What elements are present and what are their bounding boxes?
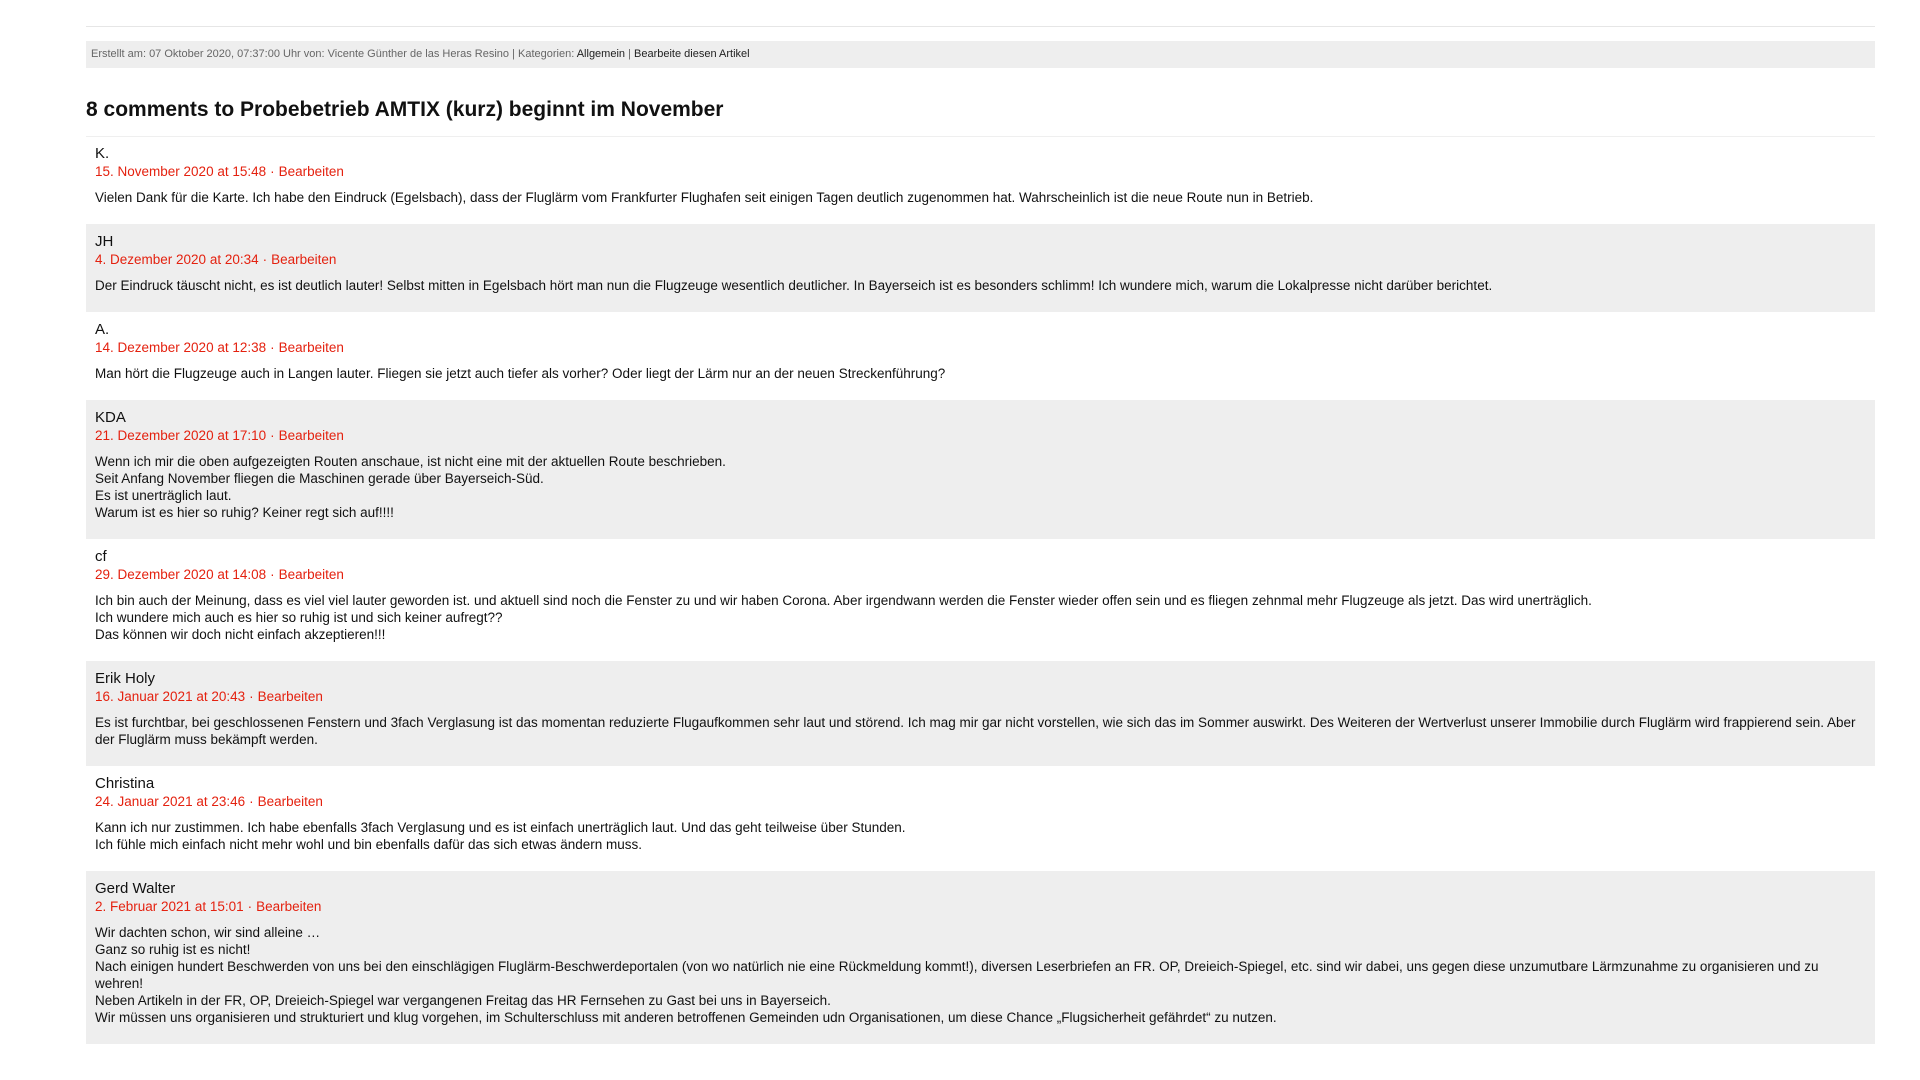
comment-author: cf — [95, 548, 107, 565]
comment-edit-link[interactable]: Bearbeiten — [278, 428, 344, 443]
comment-item — [86, 224, 1875, 312]
article-meta-bar — [86, 41, 1875, 68]
article-footer — [86, 0, 1875, 1044]
comment-text — [95, 592, 1865, 643]
comment-text-line: Ich bin auch der Meinung, dass es viel viel lauter geworden ist. und aktuell sind noch die Fenster zu und wir haben Corona. Aber irgendwann werden die Fenster wieder offen sein und es fliegen zehnmal mehr Flugzeuge als jetzt. Das wird unerträglich. — [95, 593, 1592, 608]
comment-text-line: Es ist unerträglich laut. — [95, 488, 232, 503]
comment-item — [86, 312, 1875, 400]
comment-meta — [95, 898, 1865, 916]
comment-meta — [95, 427, 1865, 445]
comment-date-link[interactable]: 21. Dezember 2020 at 17:10 — [95, 428, 267, 443]
comments-heading: 8 comments to Probebetrieb AMTIX (kurz) beginnt im November — [86, 98, 1875, 137]
comment-item — [86, 539, 1875, 661]
comment-item — [86, 871, 1875, 1044]
comment-edit-link[interactable]: Bearbeiten — [271, 252, 337, 267]
comment-edit-link[interactable]: Bearbeiten — [278, 567, 344, 582]
edit-article-link[interactable]: Bearbeite diesen Artikel — [634, 48, 750, 60]
comment-date-link[interactable]: 2. Februar 2021 at 15:01 — [95, 899, 244, 914]
comment-text-line: Der Eindruck täuscht nicht, es ist deutlich lauter! Selbst mitten in Egelsbach hört man nun die Flugzeuge wesentlich deutlicher. In Bayerseich ist es besonders schlimm! Ich wundere mich, warum die Lokalpresse nicht darüber berichtet. — [95, 278, 1493, 293]
comment-text — [95, 365, 1865, 382]
comment-text-line: Vielen Dank für die Karte. Ich habe den Eindruck (Egelsbach), dass der Fluglärm vom Frankfurter Flughafen seit einigen Tagen deutlich zugenommen hat. Wahrscheinlich ist die neue Route nun in Betrieb. — [95, 190, 1314, 205]
comment-date-link[interactable]: 24. Januar 2021 at 23:46 — [95, 794, 246, 809]
comment-list — [86, 137, 1875, 1044]
category-link[interactable]: Allgemein — [576, 48, 626, 60]
comment-date-link[interactable]: 15. November 2020 at 15:48 — [95, 164, 267, 179]
top-divider — [86, 0, 1875, 27]
comment-item — [86, 766, 1875, 871]
created-info: Erstellt am: 07 Oktober 2020, 07:37:00 Uhr von: Vicente Günther de las Heras Resino | Kategorien: — [91, 48, 575, 60]
comment-meta — [95, 339, 1865, 357]
comment-edit-link[interactable]: Bearbeiten — [278, 340, 344, 355]
comment-text-line: Wir dachten schon, wir sind alleine … — [95, 925, 321, 940]
comment-text-line: Wenn ich mir die oben aufgezeigten Routen anschaue, ist nicht eine mit der aktuellen Route beschrieben. — [95, 454, 726, 469]
comment-text — [95, 714, 1865, 748]
comment-item — [86, 400, 1875, 539]
comment-author: KDA — [95, 409, 126, 426]
comment-date-link[interactable]: 29. Dezember 2020 at 14:08 — [95, 567, 267, 582]
comment-edit-link[interactable]: Bearbeiten — [278, 164, 344, 179]
comment-meta-separator: · — [249, 794, 254, 809]
comment-author: Christina — [95, 775, 155, 792]
comment-meta-separator: · — [270, 164, 275, 179]
comment-text-line: Man hört die Flugzeuge auch in Langen lauter. Fliegen sie jetzt auch tiefer als vorher? Oder liegt der Lärm nur an der neuen Streckenführung? — [95, 366, 946, 381]
comment-meta-separator: · — [270, 567, 275, 582]
comment-meta — [95, 163, 1865, 181]
comment-meta — [95, 793, 1865, 811]
comment-text-line: Neben Artikeln in der FR, OP, Dreieich-Spiegel war vergangenen Freitag das HR Fernsehen zu Gast bei uns in Bayerseich. — [95, 993, 831, 1008]
comment-meta-separator: · — [249, 689, 254, 704]
comment-author: Erik Holy — [95, 670, 156, 687]
comment-text-line: Wir müssen uns organisieren und strukturiert und klug vorgehen, im Schulterschluss mit anderen betroffenen Gemeinden udn Organisationen, um diese Chance „Flugsicherheit gefährdet“ zu nutzen. — [95, 1010, 1277, 1025]
comment-meta-separator: · — [270, 428, 275, 443]
comment-meta-separator: · — [247, 899, 253, 914]
comment-edit-link[interactable]: Bearbeiten — [256, 899, 322, 914]
comment-meta-separator: · — [262, 252, 268, 267]
comment-text-line: Nach einigen hundert Beschwerden von uns bei den einschlägigen Fluglärm-Beschwerdeportalen (von wo natürlich nie eine Rückmeldung kommt!), diversen Leserbriefen an FR. OP, Dreieich-Spiegel, etc. sind wir dabei, uns gegen diese unzumutbare Lärmzunahme zu organisieren und zu wehren! — [95, 959, 1819, 991]
comment-meta — [95, 251, 1865, 269]
comment-text — [95, 277, 1865, 294]
comment-text-line: Ich wundere mich auch es hier so ruhig ist und sich keiner aufregt?? — [95, 610, 503, 625]
comment-date-link[interactable]: 16. Januar 2021 at 20:43 — [95, 689, 246, 704]
comment-edit-link[interactable]: Bearbeiten — [257, 794, 323, 809]
meta-separator: | — [628, 48, 631, 60]
comment-text — [95, 189, 1865, 206]
comment-text-line: Das können wir doch nicht einfach akzeptieren!!! — [95, 627, 386, 642]
comment-text-line: Warum ist es hier so ruhig? Keiner regt sich auf!!!! — [95, 505, 394, 520]
comment-meta — [95, 566, 1865, 584]
comment-item — [86, 137, 1875, 224]
comment-meta — [95, 688, 1865, 706]
comment-meta-separator: · — [270, 340, 275, 355]
comment-author: Gerd Walter — [95, 880, 176, 897]
comment-text — [95, 819, 1865, 853]
comment-date-link[interactable]: 4. Dezember 2020 at 20:34 — [95, 252, 259, 267]
comment-text-line: Ich fühle mich einfach nicht mehr wohl und bin ebenfalls dafür das sich etwas ändern muss. — [95, 837, 643, 852]
comment-text — [95, 453, 1865, 521]
comment-text-line: Seit Anfang November fliegen die Maschinen gerade über Bayerseich-Süd. — [95, 471, 544, 486]
comment-edit-link[interactable]: Bearbeiten — [257, 689, 323, 704]
comment-text — [95, 924, 1865, 1026]
comment-text-line: Es ist furchtbar, bei geschlossenen Fenstern und 3fach Verglasung ist das momentan reduzierte Flugaufkommen sehr laut und störend. Ich mag mir gar nicht vorstellen, wie sich das im Sommer auswirkt. Des Weiteren der Wertverlust unserer Immobilie durch Fluglärm wird frappierend sein. Aber der Fluglärm muss bekämpft werden. — [95, 715, 1856, 747]
comment-text-line: Ganz so ruhig ist es nicht! — [95, 942, 251, 957]
comment-item — [86, 661, 1875, 766]
comment-author: JH — [95, 233, 114, 250]
comment-text-line: Kann ich nur zustimmen. Ich habe ebenfalls 3fach Verglasung und es ist einfach unerträglich laut. Und das geht teilweise über Stunden. — [95, 820, 906, 835]
comment-author: K. — [95, 145, 110, 162]
comment-author: A. — [95, 321, 110, 338]
comment-date-link[interactable]: 14. Dezember 2020 at 12:38 — [95, 340, 267, 355]
